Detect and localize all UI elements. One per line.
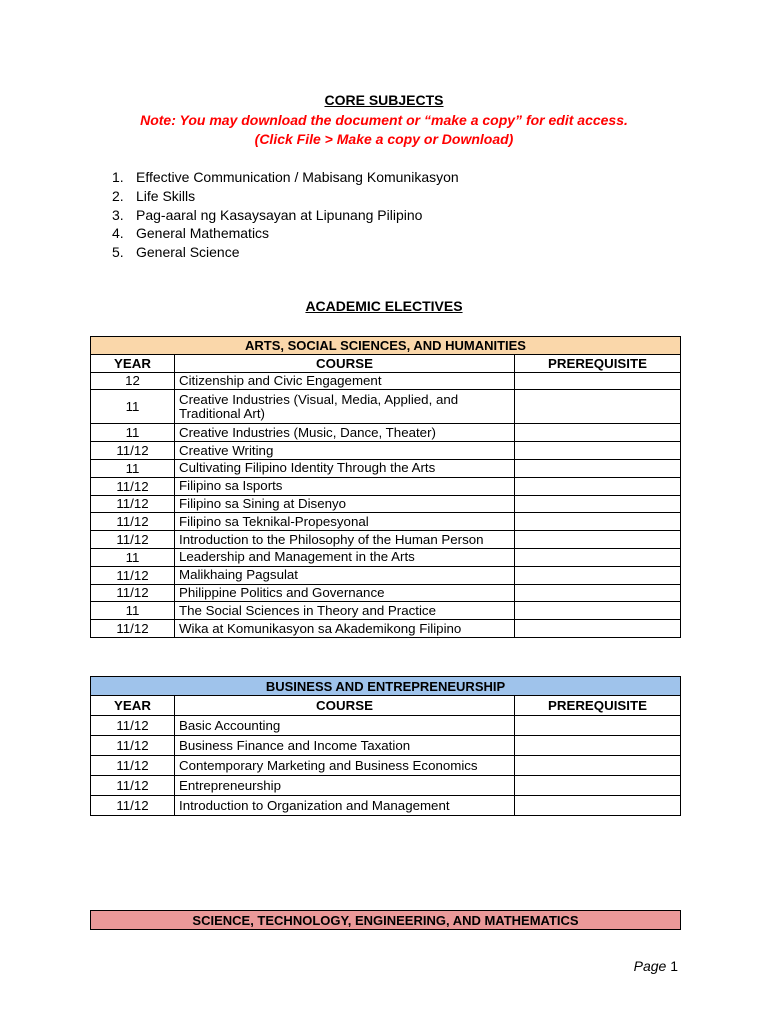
year-cell: 11/12 [91, 584, 175, 602]
course-cell: Malikhaing Pagsulat [175, 566, 515, 584]
prerequisite-cell [515, 584, 681, 602]
prerequisite-cell [515, 602, 681, 620]
table-row [91, 513, 681, 531]
course-cell: Wika at Komunikasyon sa Akademikong Filipino [175, 620, 515, 638]
table-row [91, 459, 681, 477]
note-line-2: (Click File > Make a copy or Download) [254, 131, 514, 147]
table-row [91, 548, 681, 566]
column-header-prerequisite: PREREQUISITE [515, 696, 681, 716]
prerequisite-cell [515, 548, 681, 566]
prerequisite-cell [515, 477, 681, 495]
table-row [91, 424, 681, 442]
list-number: 1. [112, 169, 124, 185]
year-cell: 11/12 [91, 442, 175, 460]
year-cell: 11 [91, 459, 175, 477]
business-table-title: BUSINESS AND ENTREPRENEURSHIP [91, 677, 681, 696]
table-row [91, 390, 681, 424]
list-number: 5. [112, 244, 124, 261]
prerequisite-cell [515, 459, 681, 477]
core-subjects-title: CORE SUBJECTS [324, 92, 444, 108]
table-row [91, 372, 681, 390]
column-header-course: COURSE [175, 354, 515, 372]
year-cell: 11 [91, 424, 175, 442]
year-cell: 12 [91, 372, 175, 390]
list-label: General Science [136, 244, 240, 261]
prerequisite-cell [515, 390, 681, 424]
year-cell: 11 [91, 602, 175, 620]
list-label: Effective Communication / Mabisang Komunikasyon [136, 169, 459, 185]
column-header-year: YEAR [91, 696, 175, 716]
course-cell: Business Finance and Income Taxation [175, 736, 515, 756]
prerequisite-cell [515, 513, 681, 531]
course-cell: Filipino sa Teknikal-Propesyonal [175, 513, 515, 531]
course-cell: Introduction to Organization and Management [175, 796, 515, 816]
prerequisite-cell [515, 620, 681, 638]
year-cell: 11/12 [91, 477, 175, 495]
academic-electives-title: ACADEMIC ELECTIVES [305, 298, 463, 314]
year-cell: 11/12 [91, 495, 175, 513]
list-label: Life Skills [136, 187, 196, 204]
page-label: Page [633, 958, 667, 974]
table-row [91, 531, 681, 549]
year-cell: 11/12 [91, 566, 175, 584]
course-cell: Filipino sa Sining at Disenyo [175, 495, 515, 513]
table-row [91, 495, 681, 513]
list-number: 4. [112, 225, 124, 242]
course-cell: Filipino sa Isports [175, 477, 515, 495]
course-cell: Entrepreneurship [175, 776, 515, 796]
table-row [91, 796, 681, 816]
year-cell: 11/12 [91, 513, 175, 531]
stem-table-title: SCIENCE, TECHNOLOGY, ENGINEERING, AND MATHEMATICS [91, 911, 681, 930]
table-row [91, 442, 681, 460]
year-cell: 11 [91, 390, 175, 424]
table-row [91, 477, 681, 495]
course-cell: Contemporary Marketing and Business Economics [175, 756, 515, 776]
year-cell: 11/12 [91, 716, 175, 736]
page-number: 1 [670, 958, 678, 974]
course-cell: Philippine Politics and Governance [175, 584, 515, 602]
prerequisite-cell [515, 531, 681, 549]
list-item [112, 187, 459, 206]
business-table [90, 676, 681, 816]
prerequisite-cell [515, 495, 681, 513]
column-header-prerequisite: PREREQUISITE [515, 354, 681, 372]
column-header-course: COURSE [175, 696, 515, 716]
course-cell: Cultivating Filipino Identity Through the Arts [175, 459, 515, 477]
course-cell: The Social Sciences in Theory and Practice [175, 602, 515, 620]
table-row [91, 716, 681, 736]
arts-table [90, 336, 681, 638]
year-cell: 11/12 [91, 756, 175, 776]
course-cell: Citizenship and Civic Engagement [175, 372, 515, 390]
year-cell: 11/12 [91, 620, 175, 638]
list-item [112, 206, 459, 225]
core-subjects-list [112, 168, 459, 262]
prerequisite-cell [515, 442, 681, 460]
note-line-1: Note: You may download the document or “make a copy” for edit access. [140, 112, 628, 128]
table-row [91, 736, 681, 756]
list-label: Pag-aaral ng Kasaysayan at Lipunang Pilipino [136, 206, 423, 223]
table-row [91, 776, 681, 796]
arts-table-title: ARTS, SOCIAL SCIENCES, AND HUMANITIES [91, 337, 681, 355]
column-header-year: YEAR [91, 354, 175, 372]
list-number: 2. [112, 187, 124, 204]
year-cell: 11/12 [91, 531, 175, 549]
prerequisite-cell [515, 756, 681, 776]
year-cell: 11/12 [91, 776, 175, 796]
table-row [91, 620, 681, 638]
list-item [112, 224, 459, 243]
course-cell: Creative Writing [175, 442, 515, 460]
page-footer [634, 958, 678, 974]
list-item [112, 168, 459, 187]
course-cell: Basic Accounting [175, 716, 515, 736]
course-cell: Creative Industries (Visual, Media, Applied, and Traditional Art) [175, 390, 515, 424]
course-cell: Introduction to the Philosophy of the Human Person [175, 531, 515, 549]
prerequisite-cell [515, 424, 681, 442]
prerequisite-cell [515, 776, 681, 796]
list-label: General Mathematics [136, 225, 270, 242]
prerequisite-cell [515, 796, 681, 816]
year-cell: 11/12 [91, 796, 175, 816]
stem-table [90, 910, 681, 930]
course-cell: Creative Industries (Music, Dance, Theater) [175, 424, 515, 442]
table-row [91, 602, 681, 620]
list-item [112, 243, 459, 262]
prerequisite-cell [515, 716, 681, 736]
year-cell: 11/12 [91, 736, 175, 756]
table-row [91, 566, 681, 584]
list-number: 3. [112, 206, 124, 223]
prerequisite-cell [515, 372, 681, 390]
course-cell: Leadership and Management in the Arts [175, 548, 515, 566]
table-row [91, 584, 681, 602]
prerequisite-cell [515, 566, 681, 584]
table-row [91, 756, 681, 776]
prerequisite-cell [515, 736, 681, 756]
year-cell: 11 [91, 548, 175, 566]
